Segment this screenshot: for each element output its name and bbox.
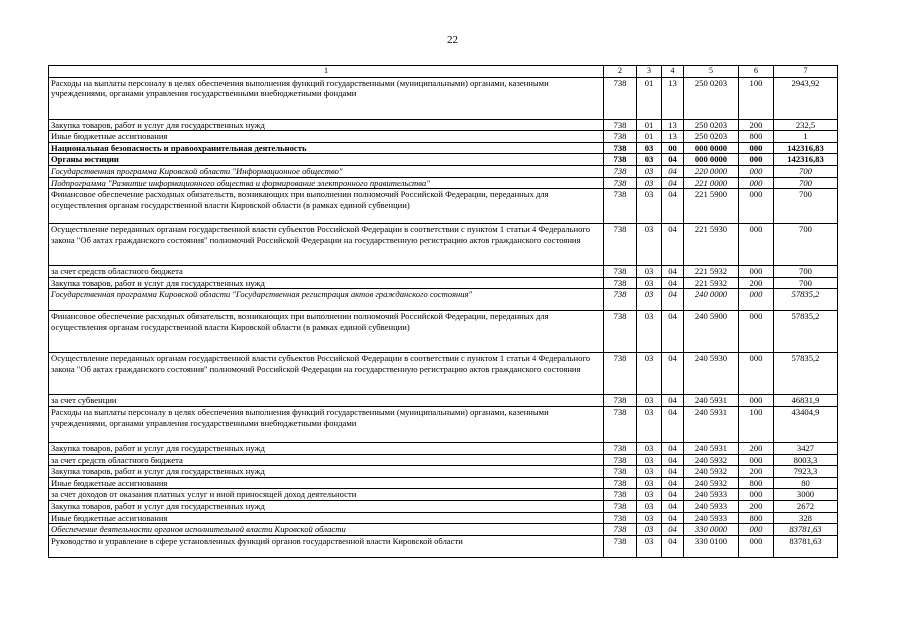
subsection-code-cell: 04 bbox=[662, 165, 684, 177]
section-code-cell: 03 bbox=[637, 189, 662, 224]
target-article-cell: 000 0000 bbox=[684, 154, 739, 166]
header-cell-2: 2 bbox=[604, 66, 637, 78]
subsection-code-cell: 04 bbox=[662, 477, 684, 489]
subsection-code-cell: 04 bbox=[662, 500, 684, 512]
amount-cell: 2943,92 bbox=[774, 77, 838, 119]
expense-type-cell: 000 bbox=[739, 353, 774, 395]
table-row bbox=[49, 395, 838, 407]
item-name-cell: Осуществление переданных органам государственной власти субъектов Российской Федерации в соответствии с пунктом 1 статьи 4 Федерального закона "Об актах гражданского состояния" полномочий Российской Федерации на государственную регистрацию актов гражданского состояния bbox=[49, 224, 604, 266]
item-name-cell: Иные бюджетные ассигнования bbox=[49, 477, 604, 489]
amount-cell: 83781,63 bbox=[774, 535, 838, 557]
ministry-code-cell: 738 bbox=[604, 353, 637, 395]
amount-cell: 3427 bbox=[774, 442, 838, 454]
header-cell-7: 7 bbox=[774, 66, 838, 78]
expense-type-cell: 000 bbox=[739, 189, 774, 224]
subsection-code-cell: 04 bbox=[662, 406, 684, 442]
target-article-cell: 240 5931 bbox=[684, 406, 739, 442]
table-row bbox=[49, 165, 838, 177]
subsection-code-cell: 04 bbox=[662, 442, 684, 454]
amount-cell: 142316,83 bbox=[774, 142, 838, 154]
item-name-cell: Иные бюджетные ассигнования bbox=[49, 131, 604, 143]
ministry-code-cell: 738 bbox=[604, 289, 637, 311]
section-code-cell: 03 bbox=[637, 353, 662, 395]
table-row bbox=[49, 131, 838, 143]
table-row bbox=[49, 512, 838, 524]
table-row bbox=[49, 189, 838, 224]
subsection-code-cell: 13 bbox=[662, 77, 684, 119]
target-article-cell: 220 0000 bbox=[684, 165, 739, 177]
table-row bbox=[49, 119, 838, 131]
item-name-cell: Расходы на выплаты персоналу в целях обеспечения выполнения функций государственными (муниципальными) органами, казенными учреждениями, органами управления государственными внебюджетными фондами bbox=[49, 406, 604, 442]
expense-type-cell: 000 bbox=[739, 266, 774, 278]
item-name-cell: Обеспечение деятельности органов исполнительной власти Кировской области bbox=[49, 524, 604, 536]
target-article-cell: 240 5900 bbox=[684, 311, 739, 353]
table-row bbox=[49, 477, 838, 489]
item-name-cell: за счет средств областного бюджета bbox=[49, 454, 604, 466]
expense-type-cell: 000 bbox=[739, 524, 774, 536]
expense-type-cell: 000 bbox=[739, 224, 774, 266]
ministry-code-cell: 738 bbox=[604, 489, 637, 501]
amount-cell: 80 bbox=[774, 477, 838, 489]
ministry-code-cell: 738 bbox=[604, 395, 637, 407]
target-article-cell: 221 0000 bbox=[684, 177, 739, 189]
expense-type-cell: 800 bbox=[739, 131, 774, 143]
ministry-code-cell: 738 bbox=[604, 165, 637, 177]
amount-cell: 8003,3 bbox=[774, 454, 838, 466]
item-name-cell: Закупка товаров, работ и услуг для государственных нужд bbox=[49, 500, 604, 512]
expense-type-cell: 000 bbox=[739, 165, 774, 177]
expense-type-cell: 800 bbox=[739, 477, 774, 489]
amount-cell: 83781,63 bbox=[774, 524, 838, 536]
expense-type-cell: 000 bbox=[739, 154, 774, 166]
amount-cell: 57835,2 bbox=[774, 289, 838, 311]
subsection-code-cell: 04 bbox=[662, 489, 684, 501]
table-row bbox=[49, 454, 838, 466]
item-name-cell: Закупка товаров, работ и услуг для государственных нужд bbox=[49, 277, 604, 289]
amount-cell: 3000 bbox=[774, 489, 838, 501]
table-row bbox=[49, 77, 838, 119]
ministry-code-cell: 738 bbox=[604, 477, 637, 489]
table-row bbox=[49, 142, 838, 154]
subsection-code-cell: 04 bbox=[662, 311, 684, 353]
amount-cell: 700 bbox=[774, 189, 838, 224]
subsection-code-cell: 04 bbox=[662, 277, 684, 289]
subsection-code-cell: 04 bbox=[662, 353, 684, 395]
ministry-code-cell: 738 bbox=[604, 442, 637, 454]
target-article-cell: 250 0203 bbox=[684, 131, 739, 143]
target-article-cell: 240 5933 bbox=[684, 512, 739, 524]
section-code-cell: 03 bbox=[637, 289, 662, 311]
amount-cell: 700 bbox=[774, 277, 838, 289]
section-code-cell: 01 bbox=[637, 119, 662, 131]
expense-type-cell: 000 bbox=[739, 177, 774, 189]
target-article-cell: 221 5930 bbox=[684, 224, 739, 266]
amount-cell: 2672 bbox=[774, 500, 838, 512]
ministry-code-cell: 738 bbox=[604, 189, 637, 224]
table-row bbox=[49, 535, 838, 557]
section-code-cell: 03 bbox=[637, 535, 662, 557]
table-row bbox=[49, 277, 838, 289]
expense-type-cell: 200 bbox=[739, 277, 774, 289]
expense-type-cell: 200 bbox=[739, 442, 774, 454]
section-code-cell: 03 bbox=[637, 406, 662, 442]
ministry-code-cell: 738 bbox=[604, 277, 637, 289]
amount-cell: 57835,2 bbox=[774, 311, 838, 353]
subsection-code-cell: 13 bbox=[662, 131, 684, 143]
table-row bbox=[49, 177, 838, 189]
expense-type-cell: 200 bbox=[739, 119, 774, 131]
expense-type-cell: 100 bbox=[739, 406, 774, 442]
subsection-code-cell: 04 bbox=[662, 535, 684, 557]
ministry-code-cell: 738 bbox=[604, 454, 637, 466]
amount-cell: 46831,9 bbox=[774, 395, 838, 407]
header-cell-5: 5 bbox=[684, 66, 739, 78]
header-cell-6: 6 bbox=[739, 66, 774, 78]
table-row bbox=[49, 524, 838, 536]
ministry-code-cell: 738 bbox=[604, 119, 637, 131]
item-name-cell: за счет доходов от оказания платных услуг и иной приносящей доход деятельности bbox=[49, 489, 604, 501]
target-article-cell: 330 0000 bbox=[684, 524, 739, 536]
ministry-code-cell: 738 bbox=[604, 500, 637, 512]
table-row bbox=[49, 406, 838, 442]
section-code-cell: 03 bbox=[637, 165, 662, 177]
subsection-code-cell: 00 bbox=[662, 142, 684, 154]
target-article-cell: 221 5932 bbox=[684, 277, 739, 289]
item-name-cell: за счет средств областного бюджета bbox=[49, 266, 604, 278]
amount-cell: 142316,83 bbox=[774, 154, 838, 166]
table-row bbox=[49, 289, 838, 311]
subsection-code-cell: 04 bbox=[662, 524, 684, 536]
header-cell-1: 1 bbox=[49, 66, 604, 78]
table-row bbox=[49, 266, 838, 278]
ministry-code-cell: 738 bbox=[604, 77, 637, 119]
expense-type-cell: 800 bbox=[739, 512, 774, 524]
ministry-code-cell: 738 bbox=[604, 177, 637, 189]
target-article-cell: 240 5932 bbox=[684, 477, 739, 489]
table-row bbox=[49, 224, 838, 266]
amount-cell: 328 bbox=[774, 512, 838, 524]
amount-cell: 700 bbox=[774, 165, 838, 177]
table-row bbox=[49, 311, 838, 353]
header-cell-4: 4 bbox=[662, 66, 684, 78]
subsection-code-cell: 04 bbox=[662, 289, 684, 311]
section-code-cell: 03 bbox=[637, 489, 662, 501]
table-row bbox=[49, 489, 838, 501]
ministry-code-cell: 738 bbox=[604, 131, 637, 143]
ministry-code-cell: 738 bbox=[604, 535, 637, 557]
section-code-cell: 03 bbox=[637, 177, 662, 189]
section-code-cell: 03 bbox=[637, 224, 662, 266]
ministry-code-cell: 738 bbox=[604, 466, 637, 478]
subsection-code-cell: 04 bbox=[662, 266, 684, 278]
amount-cell: 232,5 bbox=[774, 119, 838, 131]
expense-type-cell: 000 bbox=[739, 311, 774, 353]
target-article-cell: 250 0203 bbox=[684, 77, 739, 119]
table-row bbox=[49, 500, 838, 512]
ministry-code-cell: 738 bbox=[604, 524, 637, 536]
section-code-cell: 03 bbox=[637, 142, 662, 154]
target-article-cell: 240 5932 bbox=[684, 454, 739, 466]
target-article-cell: 330 0100 bbox=[684, 535, 739, 557]
ministry-code-cell: 738 bbox=[604, 406, 637, 442]
ministry-code-cell: 738 bbox=[604, 266, 637, 278]
subsection-code-cell: 04 bbox=[662, 395, 684, 407]
ministry-code-cell: 738 bbox=[604, 224, 637, 266]
expense-type-cell: 000 bbox=[739, 535, 774, 557]
item-name-cell: Руководство и управление в сфере установленных функций органов государственной власти Кировской области bbox=[49, 535, 604, 557]
subsection-code-cell: 04 bbox=[662, 466, 684, 478]
target-article-cell: 240 0000 bbox=[684, 289, 739, 311]
page-number: 22 bbox=[447, 34, 458, 46]
section-code-cell: 03 bbox=[637, 512, 662, 524]
expense-type-cell: 000 bbox=[739, 395, 774, 407]
expense-type-cell: 000 bbox=[739, 142, 774, 154]
table-row bbox=[49, 353, 838, 395]
ministry-code-cell: 738 bbox=[604, 142, 637, 154]
subsection-code-cell: 04 bbox=[662, 189, 684, 224]
item-name-cell: Осуществление переданных органам государственной власти субъектов Российской Федерации в соответствии с пунктом 1 статьи 4 Федерального закона "Об актах гражданского состояния" полномочий Российской Федерации на государственную регистрацию актов гражданского состояния bbox=[49, 353, 604, 395]
item-name-cell: Закупка товаров, работ и услуг для государственных нужд bbox=[49, 466, 604, 478]
amount-cell: 700 bbox=[774, 177, 838, 189]
item-name-cell: за счет субвенции bbox=[49, 395, 604, 407]
table-row bbox=[49, 154, 838, 166]
item-name-cell: Государственная программа Кировской области "Информационное общество" bbox=[49, 165, 604, 177]
amount-cell: 700 bbox=[774, 266, 838, 278]
expense-type-cell: 200 bbox=[739, 466, 774, 478]
target-article-cell: 000 0000 bbox=[684, 142, 739, 154]
amount-cell: 1 bbox=[774, 131, 838, 143]
ministry-code-cell: 738 bbox=[604, 154, 637, 166]
target-article-cell: 240 5933 bbox=[684, 489, 739, 501]
section-code-cell: 03 bbox=[637, 500, 662, 512]
expense-type-cell: 000 bbox=[739, 454, 774, 466]
item-name-cell: Расходы на выплаты персоналу в целях обеспечения выполнения функций государственными (муниципальными) органами, казенными учреждениями, органами управления государственными внебюджетными фондами bbox=[49, 77, 604, 119]
target-article-cell: 221 5900 bbox=[684, 189, 739, 224]
target-article-cell: 240 5931 bbox=[684, 442, 739, 454]
item-name-cell: Финансовое обеспечение расходных обязательств, возникающих при выполнении полномочий Российской Федерации, переданных для осуществления органам государственной власти Кировской области (в рамках единой субвенции) bbox=[49, 189, 604, 224]
ministry-code-cell: 738 bbox=[604, 512, 637, 524]
section-code-cell: 03 bbox=[637, 311, 662, 353]
subsection-code-cell: 13 bbox=[662, 119, 684, 131]
expense-type-cell: 200 bbox=[739, 500, 774, 512]
budget-table bbox=[48, 65, 838, 558]
target-article-cell: 240 5933 bbox=[684, 500, 739, 512]
target-article-cell: 250 0203 bbox=[684, 119, 739, 131]
section-code-cell: 03 bbox=[637, 454, 662, 466]
amount-cell: 57835,2 bbox=[774, 353, 838, 395]
subsection-code-cell: 04 bbox=[662, 454, 684, 466]
item-name-cell: Закупка товаров, работ и услуг для государственных нужд bbox=[49, 442, 604, 454]
item-name-cell: Органы юстиции bbox=[49, 154, 604, 166]
section-code-cell: 03 bbox=[637, 442, 662, 454]
table-row bbox=[49, 442, 838, 454]
subsection-code-cell: 04 bbox=[662, 154, 684, 166]
section-code-cell: 03 bbox=[637, 154, 662, 166]
subsection-code-cell: 04 bbox=[662, 177, 684, 189]
table-row bbox=[49, 466, 838, 478]
section-code-cell: 03 bbox=[637, 277, 662, 289]
header-cell-3: 3 bbox=[637, 66, 662, 78]
subsection-code-cell: 04 bbox=[662, 512, 684, 524]
ministry-code-cell: 738 bbox=[604, 311, 637, 353]
section-code-cell: 03 bbox=[637, 266, 662, 278]
item-name-cell: Государственная программа Кировской области "Государственная регистрация актов гражданского состояния" bbox=[49, 289, 604, 311]
target-article-cell: 240 5931 bbox=[684, 395, 739, 407]
section-code-cell: 03 bbox=[637, 524, 662, 536]
target-article-cell: 240 5930 bbox=[684, 353, 739, 395]
section-code-cell: 03 bbox=[637, 395, 662, 407]
section-code-cell: 01 bbox=[637, 77, 662, 119]
section-code-cell: 03 bbox=[637, 477, 662, 489]
item-name-cell: Национальная безопасность и правоохранительная деятельность bbox=[49, 142, 604, 154]
item-name-cell: Финансовое обеспечение расходных обязательств, возникающих при выполнении полномочий Российской Федерации, переданных для осуществления органам государственной власти Кировской области (в рамках единой субвенции) bbox=[49, 311, 604, 353]
item-name-cell: Подпрограмма "Развитие информационного общества и формирование электронного правительства" bbox=[49, 177, 604, 189]
amount-cell: 43404,9 bbox=[774, 406, 838, 442]
expense-type-cell: 000 bbox=[739, 289, 774, 311]
section-code-cell: 03 bbox=[637, 466, 662, 478]
amount-cell: 700 bbox=[774, 224, 838, 266]
section-code-cell: 01 bbox=[637, 131, 662, 143]
item-name-cell: Закупка товаров, работ и услуг для государственных нужд bbox=[49, 119, 604, 131]
expense-type-cell: 000 bbox=[739, 489, 774, 501]
amount-cell: 7923,3 bbox=[774, 466, 838, 478]
item-name-cell: Иные бюджетные ассигнования bbox=[49, 512, 604, 524]
target-article-cell: 221 5932 bbox=[684, 266, 739, 278]
table-header-row bbox=[49, 66, 838, 78]
subsection-code-cell: 04 bbox=[662, 224, 684, 266]
target-article-cell: 240 5932 bbox=[684, 466, 739, 478]
expense-type-cell: 100 bbox=[739, 77, 774, 119]
